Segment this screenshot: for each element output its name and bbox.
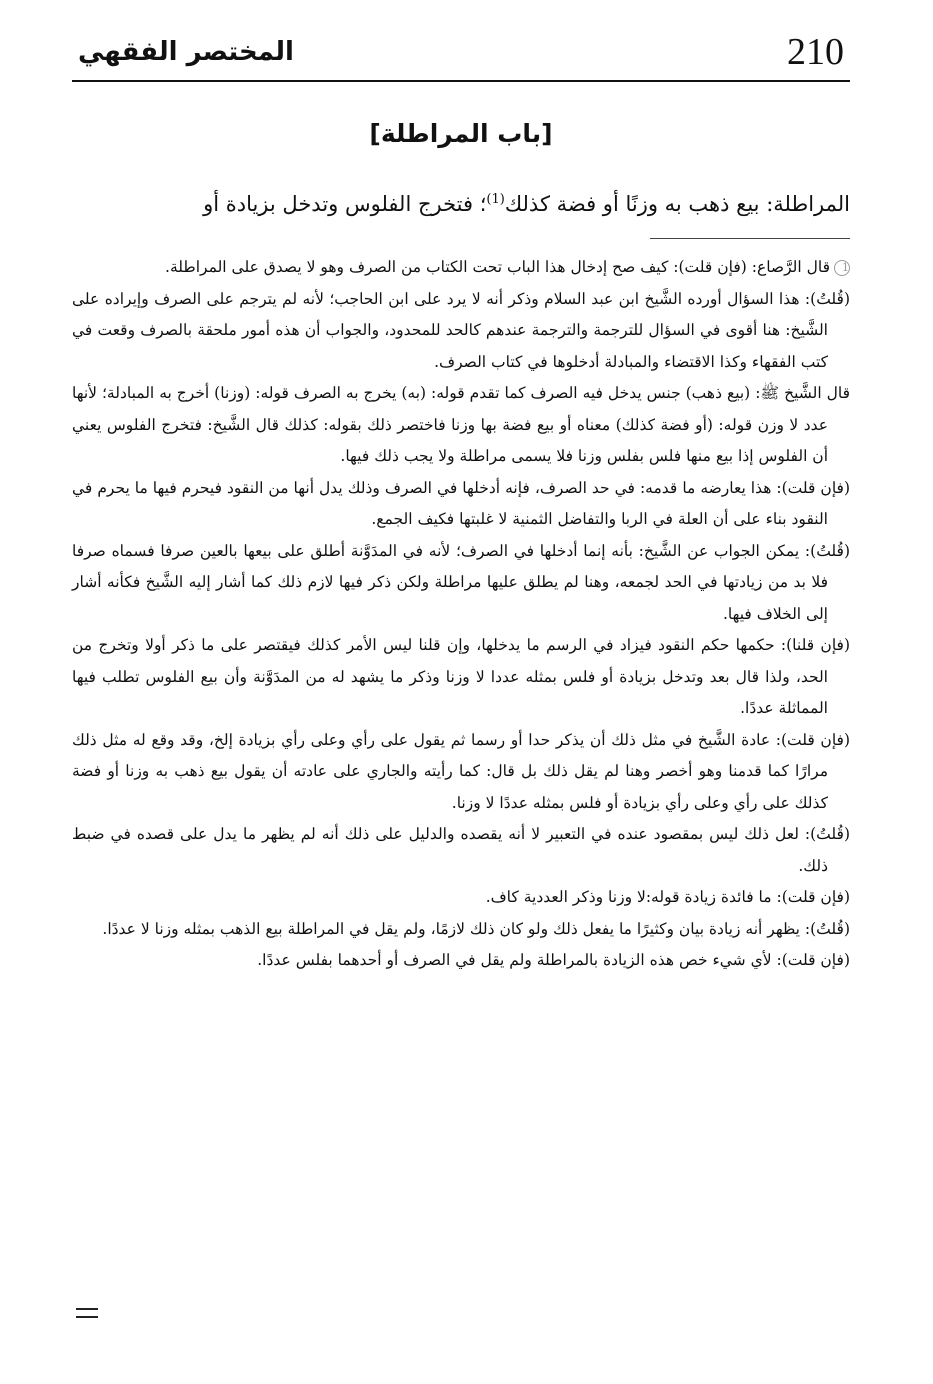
footnote-paragraph: قال الشَّيخ ﷺ: (بيع ذهب) جنس يدخل فيه الصرف كما تقدم قوله: (به) يخرج به الصرف قوله: (وزنا) أخرج به المبادلة؛ لأنها عدد لا وزن قوله: (أو فضة كذلك) معناه أو بيع فضة بها وزنا فاختصر ذلك بقوله: كذلك قال الشَّيخ: فتخرج الفلوس يعني أن الفلوس إذا بيع منها فلس بفلس وزنا فلا يسمى مراطلة ولا يجب ذلك فيها. [72, 384, 850, 465]
footnote-paragraph: (قُلتُ): لعل ذلك ليس بمقصود عنده في التعبير لا أنه يقصده والدليل على ذلك أنه لم يظهر ما يدل على قصده في ضبط ذلك. [72, 825, 850, 875]
footnote-paragraph: (فإن قلت): لأي شيء خص هذه الزيادة بالمراطلة ولم يقل في الصرف أو أحدهما بفلس عددًا. [257, 951, 850, 969]
footnote-block [72, 252, 850, 977]
footnote-rule [650, 238, 850, 239]
main-text-end: ؛ فتخرج الفلوس وتدخل بزيادة أو [203, 192, 487, 216]
page-header [72, 20, 850, 82]
page-number: 210 [787, 31, 844, 73]
footnote-reference[interactable]: (1) [486, 192, 505, 207]
footnote-paragraph: (قُلتُ): يمكن الجواب عن الشَّيخ: بأنه إنما أدخلها في الصرف؛ لأنه في المدَوَّنة أطلق على بيعها بالعين صرفا فسماه صرفا فلا بد من زيادتها في الحد لجمعه، وهنا لم يطلق عليها مراطلة ولكن ذكر فيها لازم ذلك كما أشار إليه الشَّيخ فكأنه أشار إلى الخلاف فيها. [72, 541, 850, 623]
footnote-separator [72, 226, 850, 252]
footnote-paragraph: (فإن قلنا): حكمها حكم النقود فيزاد في الرسم ما يدخلها، وإن قلنا ليس الأمر كذلك فيقتصر على ما ذكر أولا وتخرج من الحد، ولذا قال بعد وتدخل بزيادة أو فلس بمثله عددا لا وزنا وذكر ما يشهد له من المدَوَّنة وأن بيع الفلوس تطلب فيها المماثلة عددًا. [72, 636, 850, 717]
footnote-paragraph: (فإن قلت): عادة الشَّيخ في مثل ذلك أن يذكر حدا أو رسما ثم يقول على رأي وعلى رأي بزيادة إلخ، وقد وقع له مثل ذلك مرارًا كما قدمنا وهو أخصر وهنا لم يقل ذلك بل قال: كما رأيته والجاري على عادته أن يقول بيع ذهب به وزنا أو فضة كذلك على رأي وعلى رأي بزيادة أو فلس بمثله عددًا لا وزنا. [72, 730, 850, 812]
book-page [72, 20, 850, 1360]
footnote-paragraph: 1قال الرَّصاع: (فإن قلت): كيف صح إدخال هذا الباب تحت الكتاب من الصرف وهو لا يصدق على المراطلة. [165, 258, 849, 276]
main-text [72, 182, 850, 226]
footnote-paragraph: (قُلتُ): هذا السؤال أورده الشَّيخ ابن عبد السلام وذكر أنه لا يرد على ابن الحاجب؛ لأنه لم يترجم على الصرف وإيراده على الشَّيخ: هنا أقوى في السؤال للترجمة والترجمة عندهم كالحد للمحدود، والجواب أن هذه أمور ملحقة بالصرف وقعت في كتب الفقهاء وكذا الاقتضاء والمبادلة أدخلوها في كتاب الصرف. [72, 289, 850, 371]
footnote-paragraph: (قُلتُ): يظهر أنه زيادة بيان وكثيرًا ما يفعل ذلك ولو كان ذلك لازمًا، ولم يقل في المراطلة بيع الذهب بمثله وزنا لا عددًا. [102, 919, 850, 938]
footnote-paragraph: (فإن قلت): هذا يعارضه ما قدمه: في حد الصرف، فإنه أدخلها في الصرف وذلك يدل أنها من النقود فيحرم فيها ما يحرم في النقود بناء على أن العلة في الربا والتفاضل الثمنية لا غلبتها فكيف الجمع. [72, 478, 850, 528]
continued-marker [76, 1308, 98, 1318]
main-text-start: المراطلة: بيع ذهب به وزنًا أو فضة كذلك [504, 192, 850, 216]
chapter-title: [باب المراطلة] [369, 119, 553, 148]
footnote-marker: 1 [834, 260, 850, 276]
running-title: المختصر الفقهي [78, 37, 294, 67]
footnote-paragraph: (فإن قلت): ما فائدة زيادة قوله:لا وزنا وذكر العددية كاف. [485, 888, 850, 906]
